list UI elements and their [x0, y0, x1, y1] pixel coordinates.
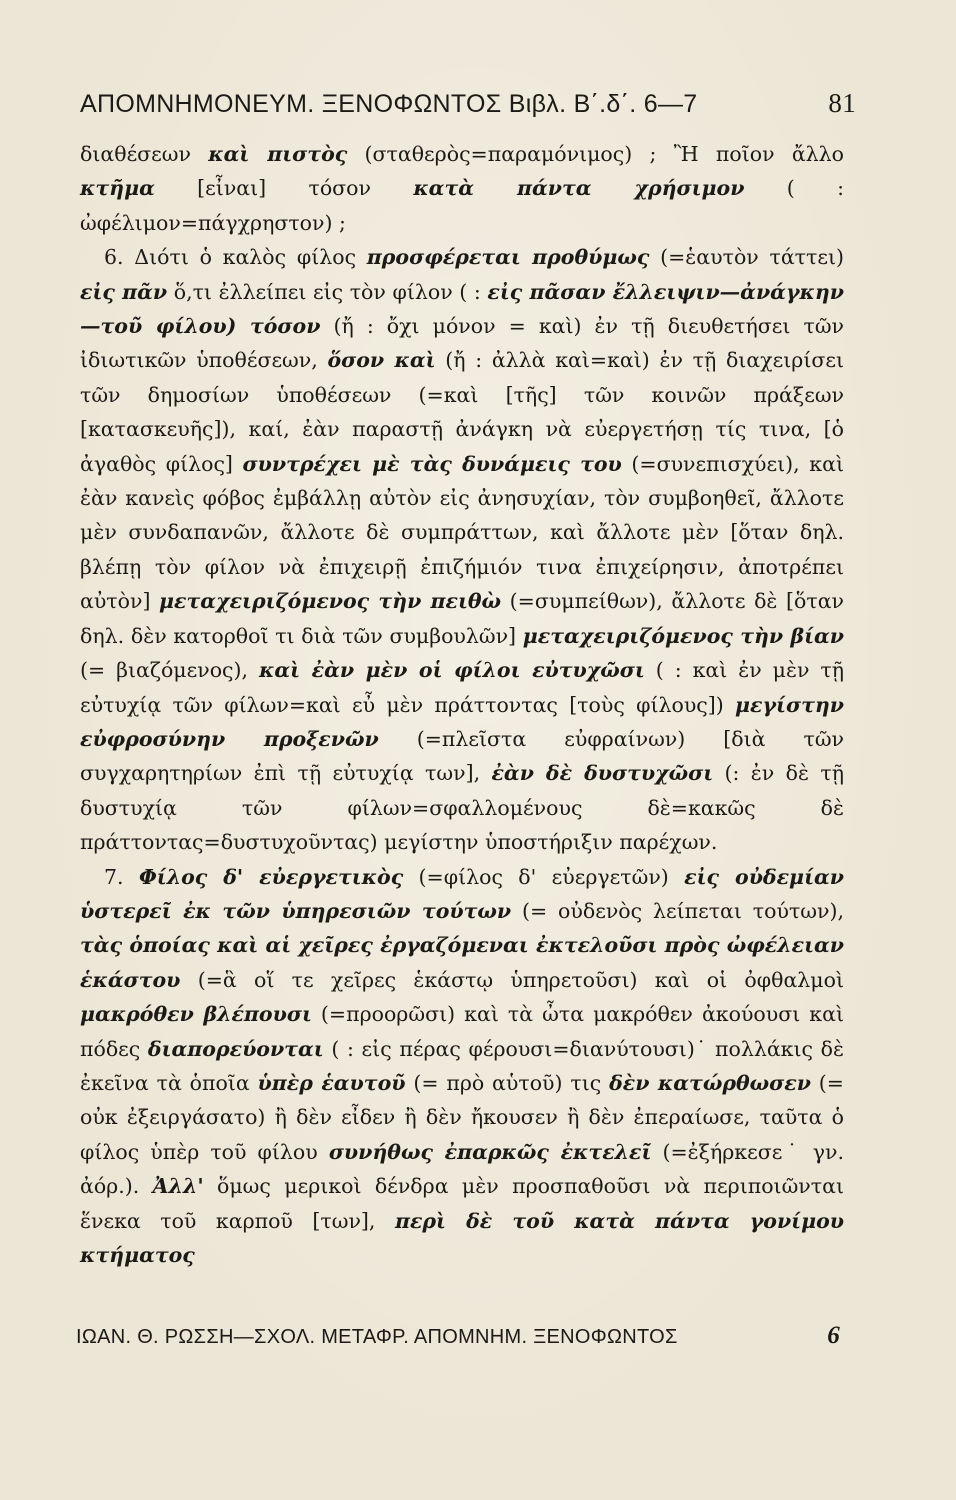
lemma: διαπορεύονται — [147, 1036, 324, 1061]
lemma: εἰς πᾶν — [80, 279, 168, 304]
text-run: (= οὐκ ἐξειργάσατο) ἢ δὲν εἶδεν ἢ δὲν ἤκουσεν ἢ δὲν ἐπεραίωσε, ταῦτα ὁ φίλος ὑπὲρ τοῦ φίλου — [80, 1070, 844, 1164]
text-run: (=ἑαυτὸν τάττει) — [649, 245, 844, 270]
lemma: μεταχειριζόμενος τὴν πειθὼ — [159, 589, 502, 614]
lemma: μεταχειριζόμενος τὴν βίαν — [522, 623, 845, 648]
text-run: (=πλεῖστα εὐφραίνων) [διὰ τῶν συγχαρητηρίων ἐπὶ τῇ εὐτυχίᾳ των], — [80, 726, 844, 786]
text-run: 7. — [104, 864, 139, 889]
page-number: 81 — [828, 88, 856, 118]
text-run: ( : καὶ ἐν μὲν τῇ εὐτυχίᾳ τῶν φίλων=καὶ εὖ μὲν πράττοντας [τοὺς φίλους]) — [80, 658, 844, 717]
text-run: (ἤ : ἀλλὰ καὶ=καὶ) ἐν τῇ διαχειρίσει τῶν δημοσίων ὑποθέσεων (=καὶ [τῆς] τῶν κοινῶν πράξεων [κατασκευῆς]), καί, ἐὰν παραστῇ ἀνάγκη νὰ εὐεργετήσῃ τίς τινα, [ὁ ἀγαθὸς φίλος] — [80, 348, 845, 476]
footer-imprint: ΙΩΑΝ. Θ. ΡΩΣΣΗ—ΣΧΟΛ. ΜΕΤΑΦΡ. ΑΠΟΜΝΗΜ. ΞΕΝΟΦΩΝΤΟΣ — [76, 1326, 678, 1348]
text-run: (= βιαζόμενος), — [80, 658, 259, 683]
lemma: εἰς πᾶσαν ἔλλειψιν—ἀνάγκην—τοῦ φίλου) τόσον — [80, 279, 844, 339]
lemma: ἐὰν δὲ δυστυχῶσι — [491, 761, 714, 786]
text-run: (=συμπείθων), ἄλλοτε δὲ [ὅταν δηλ. δὲν κατορθοῖ τι διὰ τῶν συμβουλῶν] — [80, 589, 845, 648]
lemma: προσφέρεται προθύμως — [366, 245, 650, 270]
paragraph-6 — [80, 240, 844, 859]
lemma: συντρέχει μὲ τὰς δυνάμεις του — [242, 451, 622, 476]
paragraph-1 — [80, 137, 844, 240]
lemma: τὰς ὁποίας καὶ αἱ χεῖρες ἐργαζόμεναι ἐκτελοῦσι πρὸς ὠφέλειαν ἑκάστου — [80, 933, 844, 992]
text-run: (ἤ : ὄχι μόνον = καὶ) ἐν τῇ διευθετήσει τῶν ἰδιωτικῶν ὑποθέσεων, — [80, 314, 844, 373]
text-run: ὅ,τι ἐλλείπει εἰς τὸν φίλον ( : — [167, 279, 488, 304]
running-header — [80, 88, 856, 119]
signature-mark: 6 — [827, 1322, 840, 1349]
text-run: (: ἐν δὲ τῇ δυστυχίᾳ τῶν φίλων=σφαλλομένους δὲ=κακῶς δὲ πράττοντας=δυστυχοῦντας) μεγίστην ὑποστήριξιν παρέχων. — [80, 761, 844, 855]
text-run: ( : ὠφέλιμον=πάγχρηστον) ; — [80, 176, 845, 235]
text-run: ὅμως μερικοὶ δένδρα μὲν προσπαθοῦσι νὰ περιποιῶνται ἕνεκα τοῦ καρποῦ [των], — [80, 1174, 844, 1233]
text-run: (σταθερὸς=παραμόνιμος) ; Ἢ ποῖον ἄλλο — [347, 142, 845, 166]
lemma: ὅσον καὶ — [327, 348, 436, 373]
paragraph-7 — [80, 860, 844, 1273]
header-title: ΑΠΟΜΝΗΜΟΝΕΥΜ. ΞΕΝΟΦΩΝΤΟΣ Βιβλ. Β΄.δ΄. 6—7 — [80, 90, 698, 118]
printer-footer — [76, 1322, 840, 1350]
text-run: 6. Διότι ὁ καλὸς φίλος — [104, 245, 367, 270]
text-run: (= πρὸ αὑτοῦ) τις — [405, 1070, 610, 1095]
lemma: καὶ πιστὸς — [208, 142, 348, 166]
lemma: δὲν κατώρθωσεν — [609, 1070, 811, 1095]
lemma: ὑπὲρ ἑαυτοῦ — [257, 1070, 406, 1095]
lemma: μακρόθεν βλέπουσι — [80, 1002, 312, 1027]
text-run: (=φίλος δ' εὐεργετῶν) — [403, 864, 685, 889]
lemma: συνήθως ἐπαρκῶς ἐκτελεῖ — [328, 1139, 652, 1164]
lemma: κατὰ πάντα χρήσιμον — [413, 176, 745, 201]
text-run: (= οὐδενὸς λείπεται τούτων), — [511, 898, 844, 923]
text-run: [εἶναι] τόσον — [154, 176, 414, 201]
lemma: περὶ δὲ τοῦ κατὰ πάντα γονίμου κτήματος — [80, 1208, 844, 1267]
lemma: Φίλος δ' εὐεργετικὸς — [138, 864, 404, 889]
lemma: καὶ ἐὰν μὲν οἱ φίλοι εὐτυχῶσι — [259, 658, 645, 683]
lemma: μεγίστην εὐφροσύνην προξενῶν — [80, 692, 844, 751]
lemma: κτῆμα — [80, 176, 155, 201]
text-run: ( : εἰς πέρας φέρουσι=διανύτουσι)˙ πολλάκις δὲ ἐκεῖνα τὰ ὁποῖα — [80, 1036, 844, 1095]
body-text — [80, 137, 844, 1272]
lemma: Ἀλλ' — [152, 1174, 204, 1199]
text-run: (=συνεπισχύει), καὶ ἐὰν κανεὶς φόβος ἐμβάλλῃ αὐτὸν εἰς ἀνησυχίαν, τὸν συμβοηθεῖ, ἄλλοτε μὲν συνδαπανῶν, ἄλλοτε δὲ συμπράττων, καὶ ἄλλοτε μὲν [ὅταν δηλ. βλέπῃ τὸν φίλον νὰ ἐπιχειρῇ ἐπιζήμιόν τινα ἐπιχείρησιν, ἀποτρέπει αὐτὸν] — [80, 451, 844, 614]
lemma: εἰς οὐδεμίαν ὑστερεῖ ἐκ τῶν ὑπηρεσιῶν τούτων — [80, 864, 844, 923]
text-run: (=προορῶσι) καὶ τὰ ὦτα μακρόθεν ἀκούουσι καὶ πόδες — [80, 1002, 844, 1061]
text-run: διαθέσεων — [80, 142, 209, 166]
text-run: (=ἐξήρκεσε˙ γν. ἀόρ.). — [80, 1139, 844, 1199]
text-run: (=ἃ οἵ τε χεῖρες ἑκάστῳ ὑπηρετοῦσι) καὶ οἱ ὀφθαλμοὶ — [180, 967, 844, 992]
